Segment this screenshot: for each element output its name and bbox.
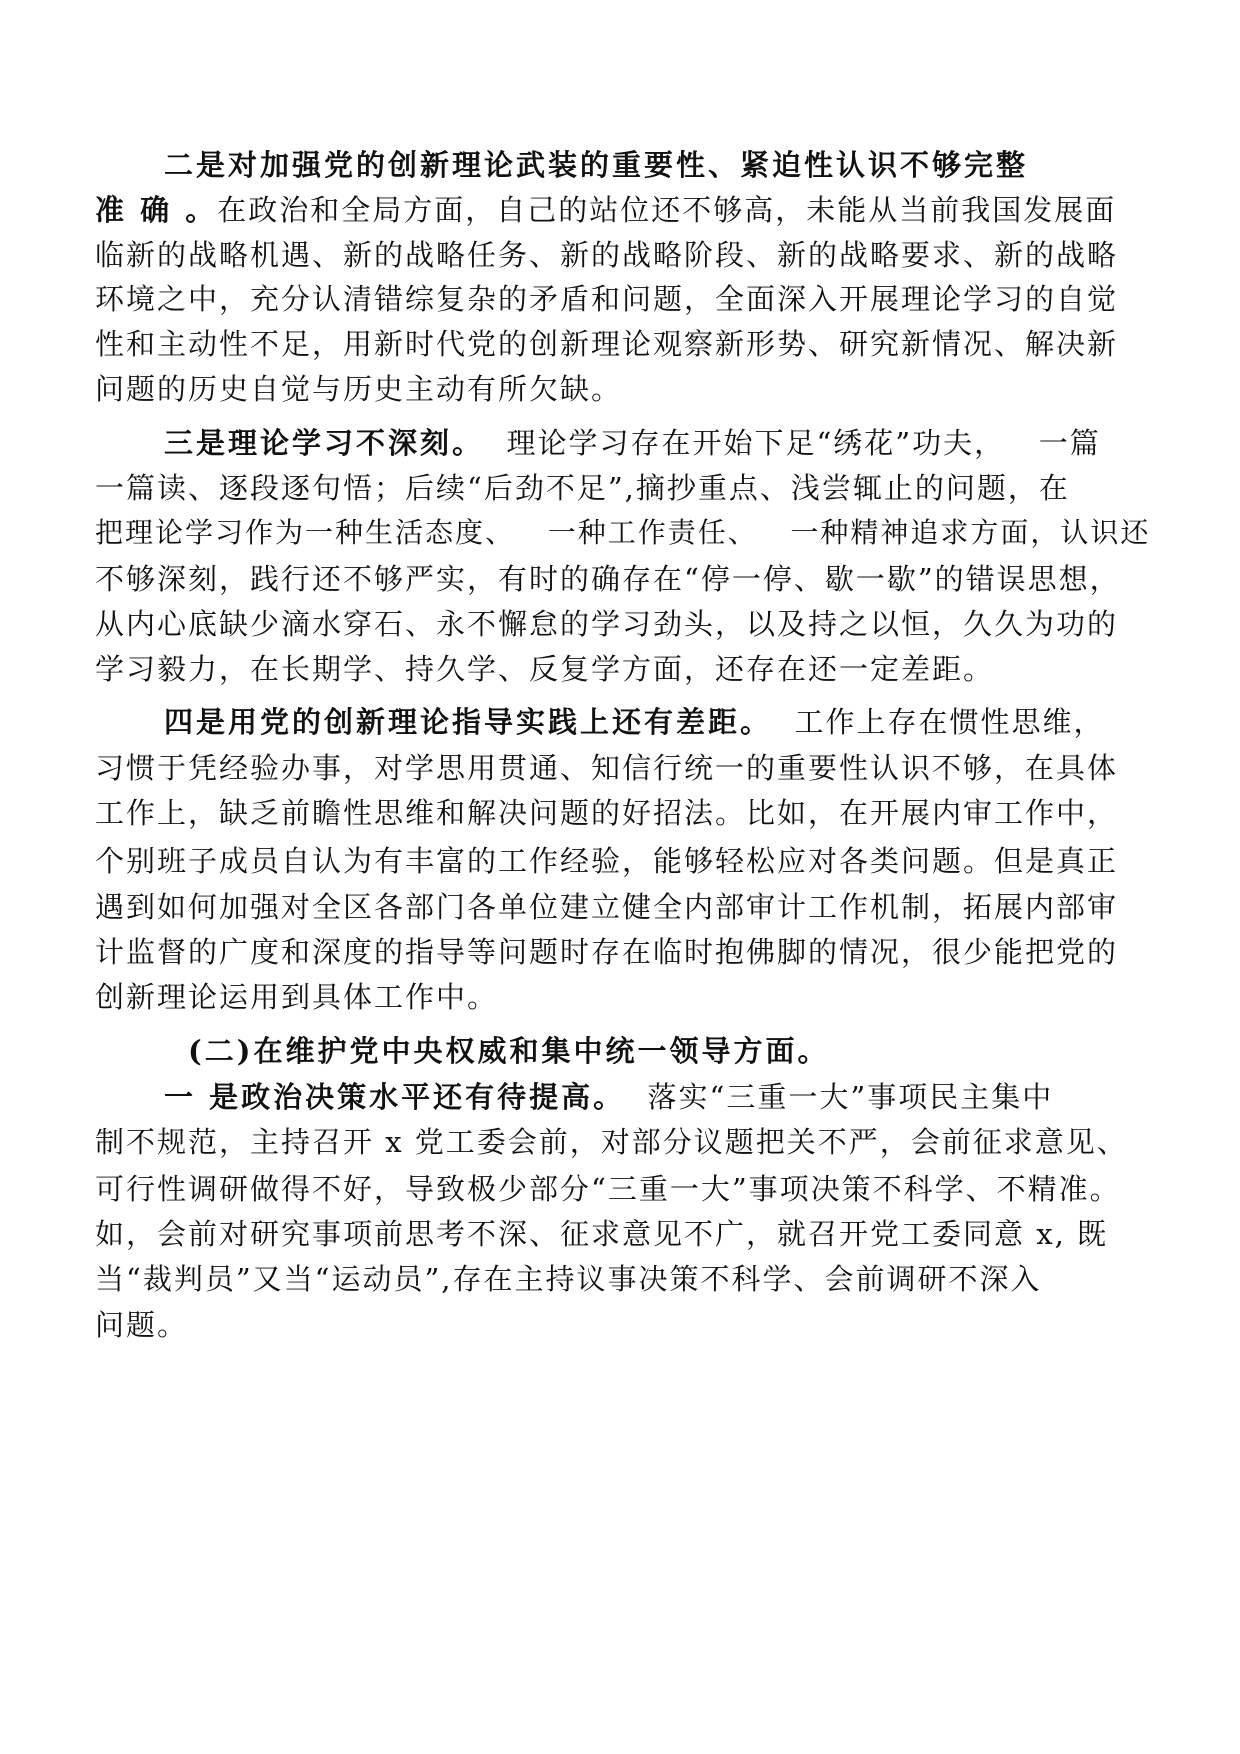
paragraph-2-line-2: 把理论学习作为一种生活态度、 一种工作责任、 一种精神追求方面，认识还: [95, 516, 1151, 549]
paragraph-3-line-4: 遇到如何加强对全区各部门各单位建立健全内部审计工作机制，拓展内部审: [95, 890, 1119, 924]
paragraph-4-heading: 一 是政治决策水平还有待提高。: [164, 1080, 626, 1114]
paragraph-4-line-4: 当“裁判员”又当“运动员”,存在主持议事决策不科学、会前调研不深入: [95, 1262, 1042, 1296]
paragraph-1-heading-tail: 准 确 。: [95, 193, 218, 227]
paragraph-3-line-5: 计监督的广度和深度的指导等问题时存在临时抱佛脚的情况，很少能把党的: [95, 935, 1119, 969]
paragraph-4-line-1: 制不规范，主持召开 x 党工委会前，对部分议题把关不严，会前征求意见、: [95, 1125, 1128, 1159]
paragraph-4-line-2: 可行性调研做得不好，导致极少部分“三重一大”事项决策不科学、不精准。: [95, 1172, 1121, 1206]
paragraph-2-line-3: 不够深刻，践行还不够严实，有时的确存在“停一停、歇一歇”的错误思想，: [95, 562, 1121, 596]
paragraph-4-line-3: 如，会前对研究事项前思考不深、征求意见不广，就召开党工委同意 x, 既: [95, 1217, 1109, 1251]
paragraph-1-line-3: 环境之中，充分认清错综复杂的矛盾和问题，全面深入开展理论学习的自觉: [95, 282, 1119, 316]
paragraph-2-heading: 三是理论学习不深刻。: [164, 426, 485, 460]
paragraph-3-line-0: 四是用党的创新理论指导实践上还有差距。 工作上存在惯性思维，: [164, 705, 1105, 739]
paragraph-1-line-2: 临新的战略机遇、新的战略任务、新的战略阶段、新的战略要求、新的战略: [95, 238, 1119, 272]
paragraph-2-line-4: 从内心底缺少滴水穿石、永不懈怠的学习劲头，以及持之以恒，久久为功的: [95, 607, 1119, 641]
paragraph-2-line-5: 学习毅力，在长期学、持久学、反复学方面，还存在还一定差距。: [95, 652, 995, 686]
paragraph-1-line-4: 性和主动性不足，用新时代党的创新理论观察新形势、研究新情况、解决新: [95, 327, 1119, 361]
paragraph-2-line-0: 三是理论学习不深刻。 理论学习存在开始下足“绣花”功夫， 一篇: [164, 426, 1101, 460]
paragraph-3-line-6: 创新理论运用到具体工作中。: [95, 980, 499, 1014]
paragraph-4-line-5: 问题。: [95, 1308, 189, 1342]
section-heading: (二)在维护党中央权威和集中统一领导方面。: [188, 1034, 830, 1068]
paragraph-3-line-2: 工作上，缺乏前瞻性思维和解决问题的好招法。比如，在开展内审工作中，: [95, 796, 1119, 830]
paragraph-3-heading: 四是用党的创新理论指导实践上还有差距。: [164, 705, 773, 739]
paragraph-3-line-3: 个别班子成员自认为有丰富的工作经验，能够轻松应对各类问题。但是真正: [95, 844, 1119, 878]
paragraph-4-line-0: 一 是政治决策水平还有待提高。 落实“三重一大”事项民主集中: [164, 1080, 1054, 1114]
paragraph-3-line-1: 习惯于凭经验办事，对学思用贯通、知信行统一的重要性认识不够，在具体: [95, 751, 1119, 785]
paragraph-1-line-5: 问题的历史自觉与历史主动有所欠缺。: [95, 372, 623, 406]
paragraph-1-heading: 二是对加强党的创新理论武装的重要性、紧迫性认识不够完整: [164, 148, 1029, 182]
paragraph-2-line-1: 一篇读、逐段逐句悟；后续“后劲不足”,摘抄重点、浅尝辄止的问题，在: [95, 471, 1070, 505]
paragraph-1-line-1: 准 确 。在政治和全局方面，自己的站位还不够高，未能从当前我国发展面: [95, 193, 1117, 227]
